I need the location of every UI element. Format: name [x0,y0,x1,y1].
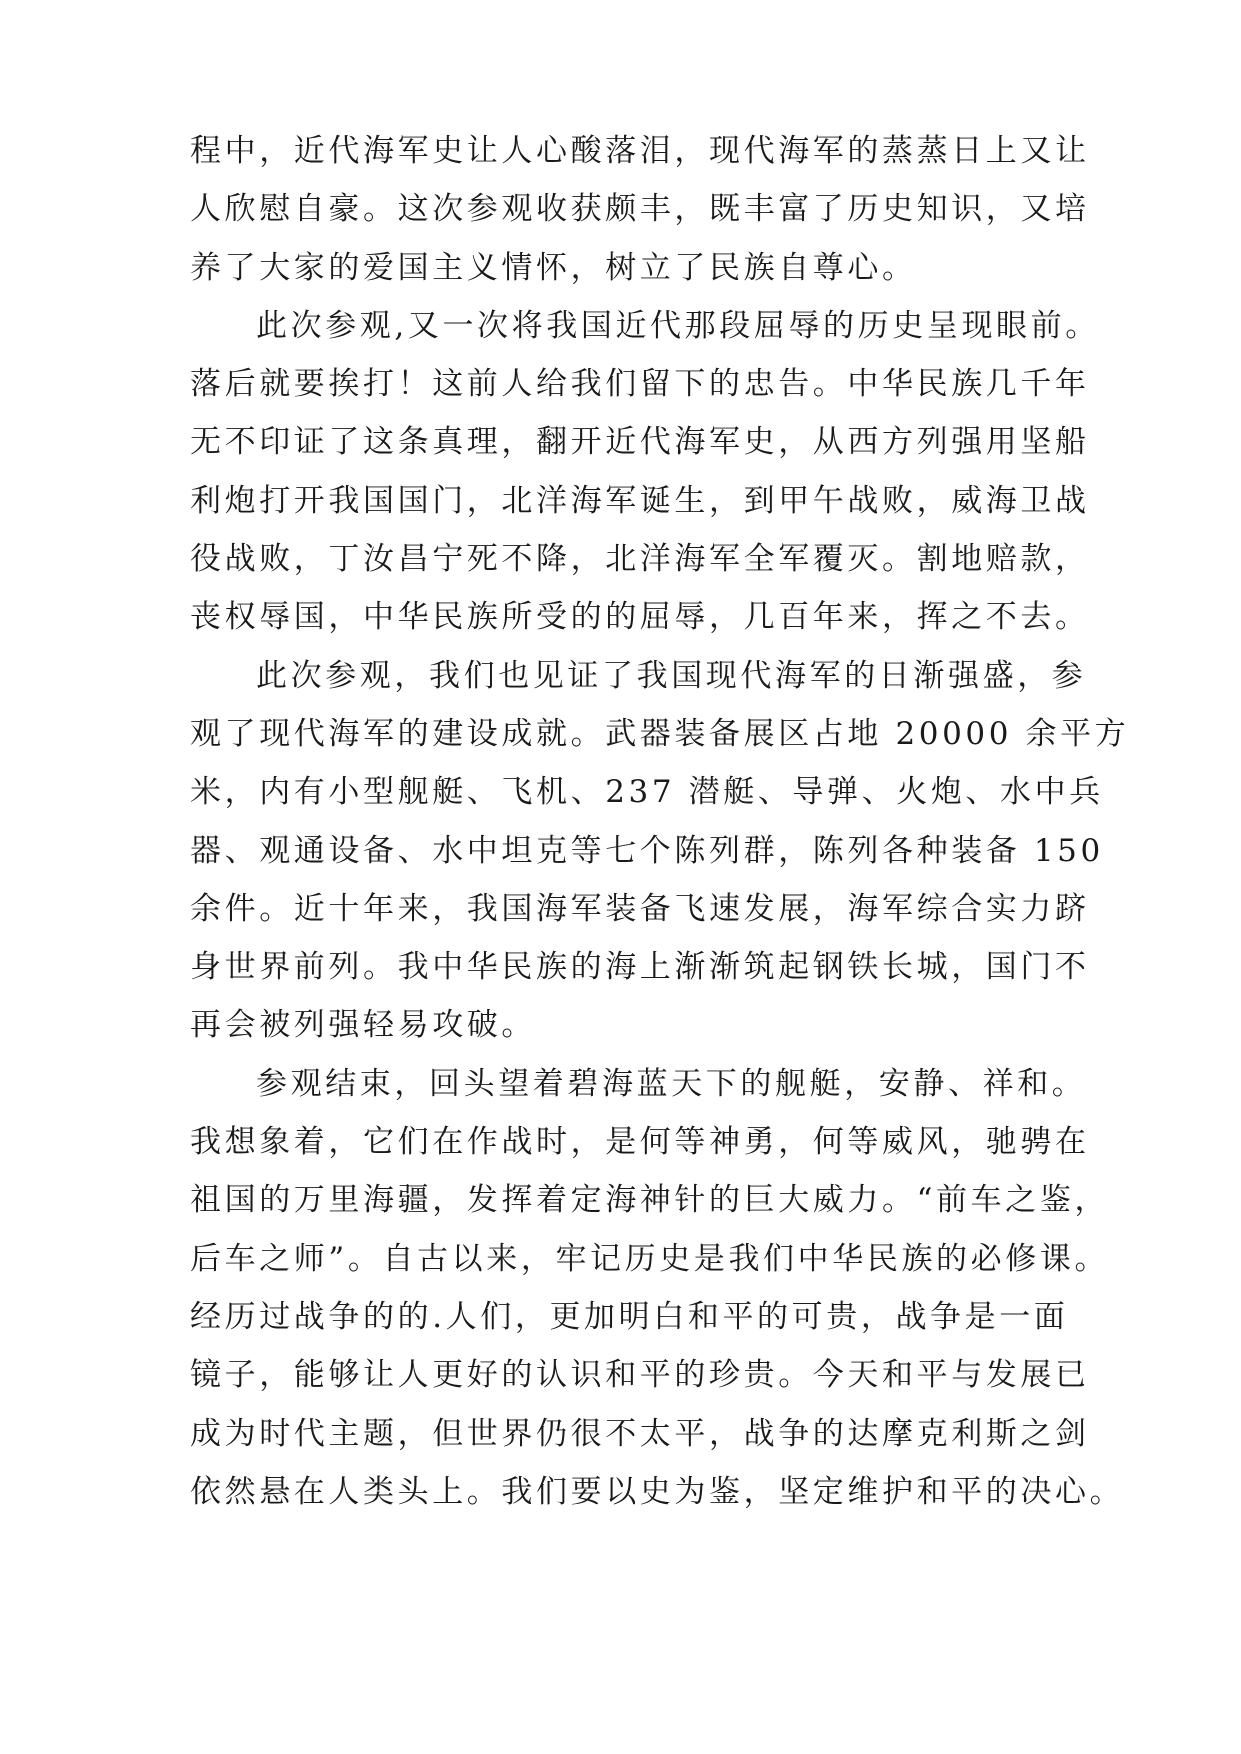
text-line: 米，内有小型舰艇、飞机、237 潜艇、导弹、火炮、水中兵 [190,774,1104,811]
text-line: 人欣慰自豪。这次参观收获颇丰，既丰富了历史知识，又培 [190,191,1090,228]
text-line: 后车之师”。自古以来，牢记历史是我们中华民族的必修课。 [190,1240,1110,1277]
text-line: 丧权辱国，中华民族所受的的屈辱，几百年来，挥之不去。 [190,599,1090,636]
text-line: 余件。近十年来，我国海军装备飞速发展，海军综合实力跻 [190,890,1090,927]
text-line: 我想象着，它们在作战时，是何等神勇，何等威风，驰骋在 [190,1124,1090,1161]
text-line: 依然悬在人类头上。我们要以史为鉴，坚定维护和平的决心。 [190,1473,1125,1510]
text-line: 养了大家的爱国主义情怀，树立了民族自尊心。 [190,249,917,286]
text-line: 利炮打开我国国门，北洋海军诞生，到甲午战败，威海卫战 [190,482,1090,519]
body-text [190,122,1130,1521]
text-line: 成为时代主题，但世界仍很不太平，战争的达摩克利斯之剑 [190,1415,1090,1452]
text-line: 再会被列强轻易攻破。 [190,1007,536,1044]
text-line: 程中，近代海军史让人心酸落泪，现代海军的蒸蒸日上又让 [190,133,1090,169]
text-line: 落后就要挨打！这前人给我们留下的忠告。中华民族几千年 [190,366,1090,403]
text-line: 器、观通设备、水中坦克等七个陈列群，陈列各种装备 150 [190,832,1104,869]
text-line: 观了现代海军的建设成就。武器装备展区占地 20000 余平方 [190,715,1130,752]
paragraph-first-line: 此次参观，我们也见证了我国现代海军的日渐强盛，参 [256,657,1087,694]
text-line: 身世界前列。我中华民族的海上渐渐筑起钢铁长城，国门不 [190,949,1090,986]
text-line: 镜子，能够让人更好的认识和平的珍贵。今天和平与发展已 [190,1357,1090,1394]
text-line: 经历过战争的的.人们，更加明白和平的可贵，战争是一面 [190,1298,1069,1335]
text-line: 役战败，丁汝昌宁死不降，北洋海军全军覆灭。割地赔款， [190,541,1090,578]
text-line: 祖国的万里海疆，发挥着定海神针的巨大威力。“前车之鉴， [190,1182,1110,1219]
text-line: 无不印证了这条真理，翻开近代海军史，从西方列强用坚船 [190,424,1090,461]
paragraph-first-line: 此次参观,又一次将我国近代那段屈辱的历史呈现眼前。 [256,307,1100,344]
paragraph-first-line: 参观结束，回头望着碧海蓝天下的舰艇，安静、祥和。 [256,1065,1087,1102]
